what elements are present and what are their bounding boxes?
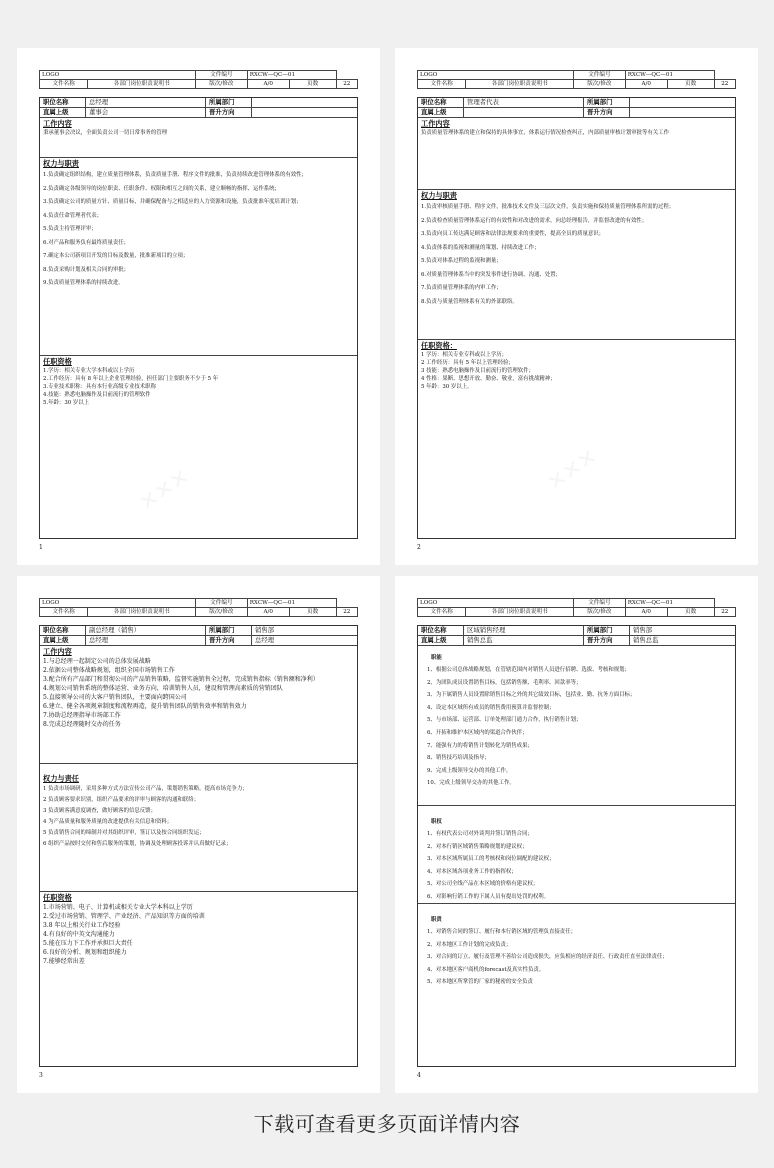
list-item: 8.完成总经理随时交办的任务 <box>43 721 121 728</box>
list-item: 2.受过市场营销、管理学、产业经济、产品知识等方面的培训 <box>43 913 205 920</box>
job-description-box <box>417 625 736 1067</box>
department-value: 销售部 <box>255 626 275 634</box>
pages-label: 页数 <box>667 608 714 617</box>
list-item: 5.负责主持管理评审； <box>43 226 97 232</box>
promotion-value <box>252 108 357 117</box>
superior-row <box>40 636 357 646</box>
list-item: 4.负责体系的监视和测量的策划、持续改进工作； <box>421 244 540 251</box>
page-number: 2 <box>417 544 421 551</box>
pages-value: 22 <box>714 80 735 89</box>
list-item: 7.能够经常出差 <box>43 958 85 965</box>
list-item: 5、与市场部、运营部、订单处理部门通力合作，执行销售计划； <box>427 717 582 724</box>
list-item: 3.8 年以上相关行业工作经验 <box>43 922 121 929</box>
doc-no-label: 文件编号 <box>196 599 248 608</box>
file-name-label: 文件名称 <box>40 80 88 89</box>
list-item: 5.年龄：30 岁以上 <box>43 400 90 406</box>
list-item: 4.有良好的中英文沟通能力 <box>43 931 115 938</box>
list-item: 1 学历：相关专业专科或以上学历； <box>421 352 508 358</box>
position-label: 职位名称 <box>40 626 86 635</box>
list-item: 5.能在压力下工作并承担巨大责任 <box>43 940 133 947</box>
department-label: 所属部门 <box>206 626 252 635</box>
list-item: 7.负责质量管理体系的内审工作； <box>421 285 502 291</box>
document-page-4 <box>395 576 758 1093</box>
list-item: 7.确定本公司新项目开发的目标及数量，批准新项目的立项； <box>43 253 189 259</box>
pages-label: 页数 <box>289 608 336 617</box>
work-section <box>418 118 735 190</box>
promotion-label: 晋升方向 <box>584 636 630 645</box>
promotion-label: 晋升方向 <box>206 636 252 645</box>
logo-text: LOGO <box>420 72 438 78</box>
department-value <box>630 98 735 107</box>
document-page-3 <box>17 576 380 1093</box>
department-value: 销售部 <box>633 626 653 634</box>
page-number: 3 <box>39 1072 43 1079</box>
department-label: 所属部门 <box>584 98 630 107</box>
qualification-list <box>43 903 354 966</box>
authority-section <box>418 806 735 904</box>
pages-label: 页数 <box>289 80 336 89</box>
list-item: 3 负责顾客满意度调查，做好顾客的信息反馈； <box>43 808 156 814</box>
position-label: 职位名称 <box>418 626 464 635</box>
rights-list <box>43 784 354 850</box>
list-item: 3.负责向员工传达满足顾客和法律法规要求的重要性，提高全员的质量意识； <box>421 231 605 237</box>
logo-cell <box>40 71 196 80</box>
job-description-box <box>39 97 358 539</box>
download-caption: 下载可查看更多页面详情内容 <box>253 1112 521 1136</box>
document-page-1 <box>17 48 380 565</box>
duties-list <box>421 926 732 989</box>
version-label: 版次/修改 <box>196 80 248 89</box>
list-item: 负责质量管理体系的建立和保持的具体事宜，体系运行情况检查纠正，内部质量审核计划审批等有关工作 <box>421 130 669 136</box>
rights-section <box>418 190 735 340</box>
list-item: 9.负责质量管理体系的持续改进。 <box>43 280 124 286</box>
doc-no-value: RXCW—QC—01 <box>625 71 714 80</box>
rights-title: 权力与责任 <box>43 774 79 783</box>
list-item: 5.负责对体系过程的监视和测量； <box>421 258 502 264</box>
position-label: 职位名称 <box>418 98 464 107</box>
version-label: 版次/修改 <box>196 608 248 617</box>
list-item: 5、对公司全线产品在本区域的价格有建议权； <box>427 881 539 888</box>
logo-text: LOGO <box>42 72 60 78</box>
doc-header-table <box>39 70 358 89</box>
superior-label: 直属上级 <box>418 108 464 117</box>
qualification-list <box>421 351 732 391</box>
page-number: 4 <box>417 1072 421 1079</box>
list-item: 5、对本地区所掌管的厂家的秘密的安全负责 <box>427 979 533 986</box>
file-name-value: 各部门岗位职责说明书 <box>88 608 196 617</box>
list-item: 3、对本区域所属员工的考核权和岗位调配的建议权； <box>427 856 555 863</box>
doc-no-label: 文件编号 <box>196 71 248 80</box>
duties-section <box>418 904 735 992</box>
list-item: 3.负责确定公司的质量方针、质量目标，并确保配备与之相适应的人力资源和设施，负责批准年度培训计划； <box>43 199 302 205</box>
superior-row <box>40 108 357 118</box>
list-item: 6 组织产品按时交付和售后服务的策划，协调及处理顾客投诉并认真做好记录； <box>43 841 232 847</box>
duties-title: 职责 <box>431 917 442 923</box>
list-item: 1.学历：相关专业大学本科或以上学历 <box>43 368 135 374</box>
list-item: 3.配合所有产品部门和贯彻公司的产品销售策略，监督实施销售全过程，完成销售指标（销售额和净利） <box>43 676 319 683</box>
list-item: 4.规划公司销售系统的整体运营、业务方向，培训销售人员，建设和管理高素质的营销团队 <box>43 685 283 692</box>
superior-row <box>418 108 735 118</box>
work-title: 工作内容 <box>43 647 72 656</box>
file-name-label: 文件名称 <box>418 80 466 89</box>
rights-title: 权力与职责 <box>43 159 79 168</box>
list-item: 10、完成上级领导交办的其他工作。 <box>427 780 515 787</box>
version-value: A/0 <box>625 608 667 617</box>
position-value: 副总经理（销售） <box>86 626 206 635</box>
authority-title: 职权 <box>431 819 442 825</box>
document-page-2 <box>395 48 758 565</box>
superior-value: 董事会 <box>86 108 206 117</box>
promotion-value: 销售总监 <box>633 636 659 644</box>
file-name-label: 文件名称 <box>418 608 466 617</box>
file-name-value: 各部门岗位职责说明书 <box>88 80 196 89</box>
file-name-label: 文件名称 <box>40 608 88 617</box>
work-section <box>40 118 357 158</box>
qualification-title: 任职资格 <box>43 357 72 366</box>
list-item: 6.建立、健全各项规章制度和流程再造，提升销售团队的销售效率和销售效力 <box>43 703 247 710</box>
list-item: 2.依据公司整体战略规划，组织全国市场销售工作 <box>43 667 175 674</box>
file-name-value: 各部门岗位职责说明书 <box>466 608 574 617</box>
list-item: 2.负责检查质量管理体系运行的有效性和对改进的需求，向总经理报告，并监督改进的有效性； <box>421 217 648 224</box>
doc-header-table <box>417 70 736 89</box>
list-item: 1 负责市场调研，采用多种方式方法宣传公司产品，策划销售策略，提高市场竞争力； <box>43 786 248 792</box>
pages-value: 22 <box>714 608 735 617</box>
file-name-value: 各部门岗位职责说明书 <box>466 80 574 89</box>
pages-value: 22 <box>336 80 357 89</box>
superior-label: 直属上级 <box>40 108 86 117</box>
superior-value: 总经理 <box>86 636 206 645</box>
list-item: 9、完成上级领导交办的其他工作。 <box>427 767 512 774</box>
promotion-label: 晋升方向 <box>206 108 252 117</box>
job-description-box <box>39 625 358 1067</box>
list-item: 1.负责确定组织结构，建立质量管理体系，负责质量手册、程序文件的批准，负责持续改进管理体系的有效性； <box>43 172 307 178</box>
promotion-label: 晋升方向 <box>584 108 630 117</box>
doc-no-value: RXCW—QC—01 <box>247 71 336 80</box>
list-item: 4.负责任命管理者代表； <box>43 212 103 219</box>
list-item: 4 为产品质量和服务质量的改进提供有关信息和资料； <box>43 819 173 825</box>
list-item: 6.对产品和服务负有最终质量责任； <box>43 239 130 246</box>
list-item: 8.负责采购计划及相关合同的审批； <box>43 266 130 273</box>
version-value: A/0 <box>625 80 667 89</box>
work-list <box>421 129 732 137</box>
rights-section <box>40 764 357 892</box>
list-item: 6.对质量管理体系当中的突发事件进行协调、沟通、处置； <box>421 271 561 278</box>
page-number: 1 <box>39 544 43 551</box>
superior-label: 直属上级 <box>418 636 464 645</box>
position-value: 管理者代表 <box>464 98 584 107</box>
list-item: 4 性格：果断、思想开放、勤奋、敬业，富有挑战精神； <box>421 376 556 382</box>
list-item: 2 工作经历：具有 5 年以上管理经验； <box>421 360 514 366</box>
logo-cell <box>418 71 574 80</box>
work-list <box>43 129 354 137</box>
list-item: 2 负责顾客要求识别，组织产品要求的评审与顾客的沟通和联络； <box>43 797 200 803</box>
qualification-title: 任职资格： <box>421 341 457 350</box>
rights-section <box>40 158 357 356</box>
list-item: 2、对本地区工作计划的完成负责； <box>427 941 512 948</box>
list-item: 1、有权代表公司对外谈判并签订销售合同； <box>427 831 533 837</box>
position-label: 职位名称 <box>40 98 86 107</box>
list-item: 1.负责审核质量手册、程序文件，批准技术文件及三层次文件，负责实施和保持质量管理体系所需的过程； <box>421 204 675 210</box>
qualification-section <box>418 340 735 394</box>
department-label: 所属部门 <box>584 626 630 635</box>
list-item: 5 负责销售合同的缔制并对其组织评审，签订以及按合同组织发运； <box>43 830 205 836</box>
list-item: 3 技能：熟悉电脑操作及目前流行的管理软件； <box>421 368 534 374</box>
logo-text: LOGO <box>420 600 438 606</box>
list-item: 1.市场营销、电子、计算机或相关专业大学本科以上学历 <box>43 904 193 911</box>
list-item: 2.负责确定各级领导的岗位职责、任职条件、权限和相互之间的关系，建立顺畅的指挥、运作系统； <box>43 185 280 192</box>
promotion-value: 总经理 <box>255 636 275 644</box>
list-item: 1.与总经理一起制定公司的总体发展战略 <box>43 658 151 665</box>
list-item: 6、对影响行销工作的下属人员有提出处罚的权利。 <box>427 893 550 900</box>
department-label: 所属部门 <box>206 98 252 107</box>
list-item: 1、根据公司总体战略规划，在管辖范围内对销售人员进行招聘、选拔、考核和规划； <box>427 667 630 673</box>
work-section <box>40 646 357 764</box>
superior-value <box>464 108 584 117</box>
qualification-title: 任职资格 <box>43 893 72 902</box>
list-item: 7.协助总经理指导市场部工作 <box>43 712 121 719</box>
list-item: 5.直接领导公司的大客户销售团队，主要面向跨国公司 <box>43 694 187 701</box>
rights-list <box>43 169 354 291</box>
doc-no-value: RXCW—QC—01 <box>625 599 714 608</box>
doc-no-label: 文件编号 <box>574 599 626 608</box>
list-item: 5 年龄：30 岁以上。 <box>421 384 473 390</box>
list-item: 2、对本行销区域销售策略规划的建议权； <box>427 843 528 850</box>
position-row <box>40 626 357 636</box>
superior-value: 销售总监 <box>464 636 584 645</box>
logo-text: LOGO <box>42 600 60 606</box>
list-item: 秉承董事会决议，全面负责公司一切日常事务的管理 <box>43 130 167 136</box>
pages-value: 22 <box>336 608 357 617</box>
version-label: 版次/修改 <box>574 608 626 617</box>
work-list <box>43 657 354 729</box>
logo-cell <box>418 599 574 608</box>
list-item: 2.工作经历：具有 8 年以上企业管理经验，担任部门主要职务不少于 5 年 <box>43 376 219 382</box>
rights-title: 权力与职责 <box>421 191 457 200</box>
position-row <box>418 626 735 636</box>
list-item: 6.良好的分析、规划和组织能力 <box>43 949 127 956</box>
position-value: 总经理 <box>86 98 206 107</box>
position-row <box>418 98 735 108</box>
rights-list <box>421 201 732 309</box>
list-item: 7、能强有力的将销售计划转化为销售成果； <box>427 742 533 749</box>
functions-title: 职能 <box>431 655 442 661</box>
doc-header-table <box>39 598 358 617</box>
department-value <box>252 98 357 107</box>
list-item: 4.技能：熟悉电脑操作及目前流行的管理软件 <box>43 392 151 398</box>
doc-header-table <box>417 598 736 617</box>
qualification-section <box>40 892 357 969</box>
work-title: 工作内容 <box>43 119 72 128</box>
list-item: 6、开拓和维护本区域内的渠道合作伙伴； <box>427 729 528 736</box>
list-item: 1、对销售合同的签订、履行和本行销区域的管理负直接责任； <box>427 929 576 935</box>
qualification-list <box>43 367 354 407</box>
doc-no-label: 文件编号 <box>574 71 626 80</box>
list-item: 2、为团队成员设置销售目标，包括销售额、毛利率、回款率等； <box>427 679 582 686</box>
list-item: 3.专业技术职称：具有本行业高级专业技术职称 <box>43 384 156 390</box>
list-item: 8、销售技巧培训及指导； <box>427 755 490 762</box>
list-item: 4、对本地区客户商机的forecast及真实性负责。 <box>427 966 545 973</box>
list-item: 4、对本区域各项业务工作的指挥权； <box>427 868 517 875</box>
promotion-value <box>630 108 735 117</box>
authority-list <box>421 828 732 904</box>
position-row <box>40 98 357 108</box>
version-label: 版次/修改 <box>574 80 626 89</box>
list-item: 3、对合同的订立、履行及管理不善给公司造成损失，应负相应的经济责任、行政责任直至法律责任； <box>427 954 668 961</box>
version-value: A/0 <box>247 80 289 89</box>
qualification-section <box>40 356 357 410</box>
position-value: 区域销售经理 <box>464 626 584 635</box>
list-item: 4、设定本区域所有成员的销售费用预算并监督控制； <box>427 704 555 711</box>
list-item: 3、为下属销售人员设置除销售目标之外的其它绩效目标，包括业、勤、抗务方面目标； <box>427 692 636 699</box>
functions-list <box>421 664 732 790</box>
version-value: A/0 <box>247 608 289 617</box>
work-title: 工作内容 <box>421 119 450 128</box>
superior-label: 直属上级 <box>40 636 86 645</box>
superior-row <box>418 636 735 646</box>
logo-cell <box>40 599 196 608</box>
functions-section <box>418 646 735 806</box>
pages-label: 页数 <box>667 80 714 89</box>
doc-no-value: RXCW—QC—01 <box>247 599 336 608</box>
list-item: 8.负责与质量管理体系有关的外部联络。 <box>421 298 518 305</box>
